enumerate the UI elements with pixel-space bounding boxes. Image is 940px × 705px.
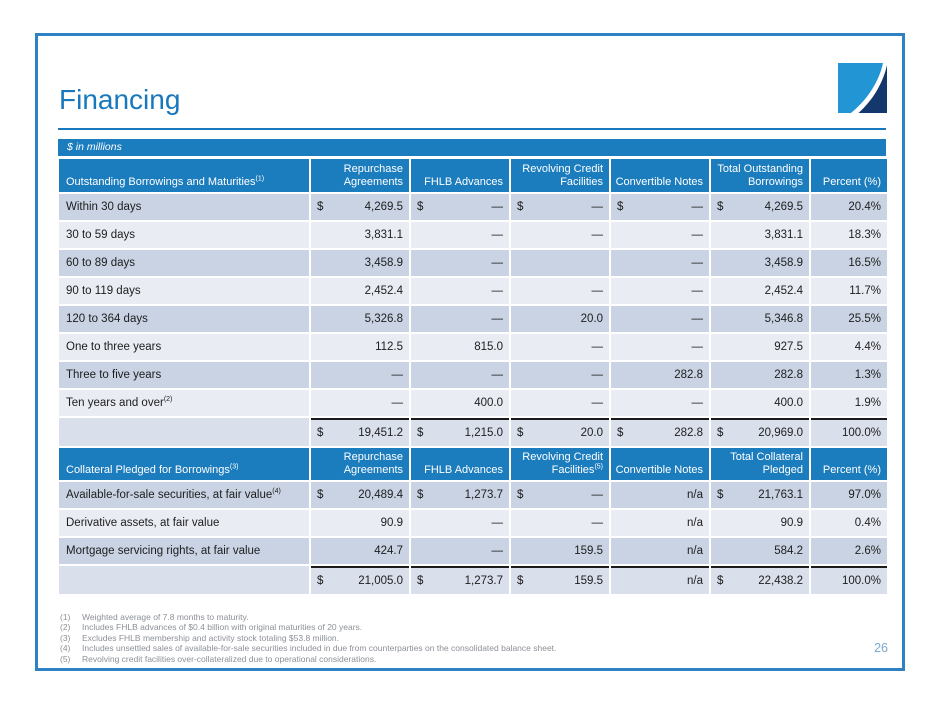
table-row [59,194,887,220]
cell-value: 20,489.4 [358,489,403,501]
col-header-percent: Percent (%) [811,159,887,192]
cell-repurchase [311,418,409,446]
units-bar [58,139,886,156]
cell-value: 2,452.4 [364,285,403,297]
cell-value: 1,273.7 [464,489,503,501]
row-label-text: 90 to 119 days [66,285,141,297]
cell-value: 400.0 [474,397,503,409]
row-label [59,566,309,594]
table-row [59,538,887,564]
cell-fhlb [411,566,509,594]
cell-value: n/a [687,575,703,587]
row-label [59,250,309,276]
cell-percent: 16.5% [811,250,887,276]
cell-fhlb [411,306,509,332]
cell-value: — [591,369,603,381]
currency-sign: $ [317,201,324,213]
cell-value: n/a [687,545,703,557]
cell-value: — [491,257,503,269]
cell-value: — [491,201,503,213]
cell-repurchase [311,566,409,594]
cell-value: 90.9 [380,517,403,529]
cell-revolving [511,362,609,388]
footnotes [60,612,556,664]
row-label [59,510,309,536]
currency-sign: $ [417,575,424,587]
cell-fhlb [411,194,509,220]
footnote-number: (5) [60,653,71,664]
cell-repurchase [311,278,409,304]
row-label-text: Mortgage servicing rights, at fair value [66,545,261,557]
table-row [59,482,887,508]
cell-total [711,250,809,276]
cell-convertible [611,222,709,248]
row-label-text: Three to five years [66,369,162,381]
col-header-revolving: Revolving Credit Facilities [511,159,609,192]
cell-value: 424.7 [374,545,403,557]
footnote [60,633,556,643]
cell-value: — [691,257,703,269]
cell-value: — [491,517,503,529]
cell-repurchase [311,194,409,220]
footnote [60,643,556,653]
cell-value: — [591,201,603,213]
currency-sign: $ [517,427,524,439]
col-header-convertible: Convertible Notes [611,448,709,480]
cell-convertible [611,510,709,536]
cell-convertible [611,482,709,508]
cell-value: 3,458.9 [364,257,403,269]
cell-repurchase [311,482,409,508]
cell-value: 112.5 [375,341,403,353]
cell-total [711,334,809,360]
cell-repurchase [311,306,409,332]
cell-total [711,418,809,446]
table-row [59,306,887,332]
col-header-total: Total Outstanding Borrowings [711,159,809,192]
cell-revolving [511,306,609,332]
cell-total [711,278,809,304]
row-label-text: 120 to 364 days [66,313,148,325]
cell-total [711,222,809,248]
cell-repurchase [311,250,409,276]
cell-fhlb [411,482,509,508]
footnote-text: Includes unsettled sales of available-for-sale securities included in due from counterparties on the consolidated balance sheet. [82,643,557,654]
section2-header-row [59,448,887,480]
cell-convertible [611,538,709,564]
section2-total-row [59,566,887,594]
cell-revolving [511,222,609,248]
currency-sign: $ [517,575,524,587]
cell-value: — [691,313,703,325]
cell-repurchase [311,362,409,388]
cell-value: 2,452.4 [764,285,803,297]
cell-convertible [611,278,709,304]
row-label [59,222,309,248]
cell-fhlb [411,278,509,304]
row-footnote-ref: (4) [272,488,281,496]
footnote [60,654,556,664]
cell-repurchase [311,510,409,536]
row-label [59,278,309,304]
currency-sign: $ [517,489,524,501]
table-row [59,222,887,248]
cell-value: — [691,341,703,353]
cell-value: — [491,285,503,297]
row-label [59,418,309,446]
cell-revolving [511,566,609,594]
table-row [59,362,887,388]
row-label [59,306,309,332]
cell-value: 282.8 [674,369,703,381]
footnote [60,612,556,622]
currency-sign: $ [417,489,424,501]
cell-value: — [391,397,403,409]
col-header-repurchase: Repurchase Agreements [311,448,409,480]
cell-total [711,194,809,220]
units-label: $ in millions [67,141,122,153]
cell-value: — [691,285,703,297]
cell-revolving [511,390,609,416]
cell-fhlb [411,418,509,446]
currency-sign: $ [617,201,624,213]
cell-value: 927.5 [774,341,803,353]
cell-value: — [491,369,503,381]
cell-value: 3,458.9 [764,257,803,269]
cell-fhlb [411,334,509,360]
footnote-text: Weighted average of 7.8 months to maturity. [82,612,249,622]
cell-percent: 4.4% [811,334,887,360]
cell-value: 4,269.5 [364,201,403,213]
cell-value: 400.0 [774,397,803,409]
cell-value: 815.0 [474,341,503,353]
row-label [59,390,309,416]
table-row [59,510,887,536]
currency-sign: $ [617,427,624,439]
cell-value: — [691,201,703,213]
currency-sign: $ [717,489,724,501]
cell-value: 584.2 [774,545,803,557]
row-label-text: Ten years and over [66,397,164,409]
col-header-total: Total Collateral Pledged [711,448,809,480]
col-header-revolving [511,448,609,480]
cell-revolving [511,250,609,276]
header-label: Collateral Pledged for Borrowings [66,463,230,476]
cell-value: 20.0 [580,313,603,325]
col-header-convertible: Convertible Notes [611,159,709,192]
currency-sign: $ [717,201,724,213]
cell-repurchase [311,334,409,360]
col-header-repurchase: Repurchase Agreements [311,159,409,192]
cell-convertible [611,362,709,388]
cell-fhlb [411,250,509,276]
section1-row-header [59,159,309,192]
cell-value: 159.5 [574,575,603,587]
cell-total [711,306,809,332]
col-header-percent: Percent (%) [811,448,887,480]
header-footnote-ref: (1) [255,174,265,182]
cell-value: — [591,517,603,529]
cell-percent: 20.4% [811,194,887,220]
cell-percent: 0.4% [811,510,887,536]
cell-value: 159.5 [574,545,603,557]
cell-value: 282.8 [674,427,703,439]
cell-value: — [491,229,503,241]
cell-value: — [591,397,603,409]
currency-sign: $ [317,427,324,439]
cell-value: 5,346.8 [764,313,803,325]
cell-convertible [611,390,709,416]
row-label [59,482,309,508]
cell-value: 4,269.5 [764,201,803,213]
cell-percent: 18.3% [811,222,887,248]
cell-revolving [511,334,609,360]
section1-total-row [59,418,887,446]
cell-total [711,390,809,416]
cell-value: 3,831.1 [364,229,403,241]
currency-sign: $ [317,575,324,587]
cell-total [711,566,809,594]
footnote-number: (2) [60,622,71,633]
page-title: Financing [59,84,181,115]
currency-sign: $ [417,201,424,213]
cell-total [711,510,809,536]
header-label: Revolving Credit Facilities [522,451,603,476]
cell-repurchase [311,390,409,416]
cell-value: 21,763.1 [758,489,803,501]
cell-percent: 2.6% [811,538,887,564]
cell-convertible [611,418,709,446]
cell-fhlb [411,390,509,416]
cell-fhlb [411,538,509,564]
cell-total [711,482,809,508]
footnote-number: (1) [60,612,71,622]
cell-percent: 97.0% [811,482,887,508]
header-footnote-ref: (5) [594,462,603,470]
cell-value: 22,438.2 [758,575,803,587]
row-footnote-ref: (2) [163,396,173,404]
cell-percent: 1.9% [811,390,887,416]
cell-percent: 100.0% [811,418,887,446]
cell-value: — [591,341,603,353]
cell-value: n/a [687,517,703,529]
cell-revolving [511,278,609,304]
cell-value: 20.0 [580,427,603,439]
financing-table [57,157,889,596]
cell-value: — [391,369,403,381]
row-label [59,362,309,388]
cell-convertible [611,566,709,594]
cell-value: 282.8 [774,369,803,381]
row-label-text: Derivative assets, at fair value [66,517,220,529]
cell-value: — [691,229,703,241]
row-label [59,334,309,360]
footnote-text: Includes FHLB advances of $0.4 billion with original maturities of 20 years. [82,622,363,633]
footnote-text: Revolving credit facilities over-collateralized due to operational considerations. [82,653,377,664]
row-label [59,538,309,564]
cell-revolving [511,538,609,564]
footnote-number: (4) [60,643,71,654]
title-rule [58,128,886,130]
currency-sign: $ [317,489,324,501]
row-label-text: Available-for-sale securities, at fair value [66,489,273,501]
cell-value: — [491,545,503,557]
cell-percent: 100.0% [811,566,887,594]
cell-fhlb [411,222,509,248]
footnote-number: (3) [60,632,71,643]
row-label [59,194,309,220]
cell-percent: 25.5% [811,306,887,332]
header-label: Outstanding Borrowings and Maturities [66,175,256,188]
cell-repurchase [311,538,409,564]
table-row [59,278,887,304]
cell-fhlb [411,362,509,388]
cell-total [711,538,809,564]
cell-convertible [611,306,709,332]
table-row [59,390,887,416]
section1-header-row [59,159,887,192]
currency-sign: $ [417,427,424,439]
col-header-fhlb: FHLB Advances [411,448,509,480]
cell-value: 90.9 [780,517,803,529]
cell-total [711,362,809,388]
row-label-text: 30 to 59 days [66,229,136,241]
cell-convertible [611,194,709,220]
cell-value: — [691,397,703,409]
cell-value: 21,005.0 [358,575,403,587]
cell-value: n/a [687,489,703,501]
page-number: 26 [874,641,888,655]
cell-revolving [511,482,609,508]
currency-sign: $ [517,201,524,213]
header-footnote-ref: (3) [229,462,239,470]
cell-value: — [491,313,503,325]
row-label-text: 60 to 89 days [66,257,136,269]
cell-value: 3,831.1 [764,229,803,241]
row-label-text: Within 30 days [66,201,142,213]
currency-sign: $ [717,427,724,439]
cell-value: 1,273.7 [464,575,503,587]
company-logo-icon [838,63,887,113]
cell-convertible [611,250,709,276]
cell-revolving [511,418,609,446]
table-row [59,334,887,360]
cell-value: — [591,489,603,501]
cell-value: — [591,285,603,297]
cell-revolving [511,194,609,220]
table-row [59,250,887,276]
cell-repurchase [311,222,409,248]
cell-value: — [591,229,603,241]
cell-revolving [511,510,609,536]
row-label-text: One to three years [66,341,162,353]
cell-percent: 1.3% [811,362,887,388]
col-header-fhlb: FHLB Advances [411,159,509,192]
cell-convertible [611,334,709,360]
cell-value: 20,969.0 [758,427,803,439]
currency-sign: $ [717,575,724,587]
cell-fhlb [411,510,509,536]
footnote-text: Excludes FHLB membership and activity stock totaling $53.8 million. [82,632,340,643]
footnote [60,622,556,632]
cell-value: 1,215.0 [464,427,503,439]
cell-value: 5,326.8 [364,313,403,325]
cell-value: 19,451.2 [358,427,403,439]
section2-row-header [59,448,309,480]
cell-percent: 11.7% [811,278,887,304]
